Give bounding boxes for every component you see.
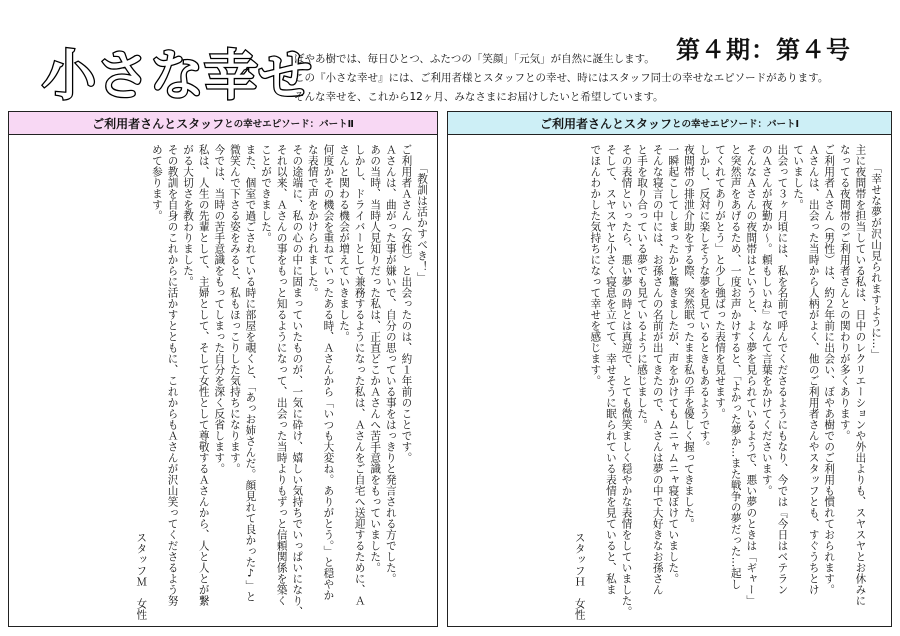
episode-line: また、個室で過ごされている時に部屋を覗くと、「あっお姉さんだ。顔見れて良かった♪」と [244,144,257,603]
episode-line: さんと関わる機会が増えていきました。 [338,144,351,342]
episode-line: 一瞬起こしてしまったかと驚きましたが、声をかけてもムニャムニャ寝ぼけていました。 [667,144,680,584]
episode-line: と突然声をあげるため、一度お声かけすると、「よかった夢か…また戦争の夢だった…起し [729,144,742,590]
episode-line: Ａさんは、曲がった事が嫌いで、自分の思っている事をはっきりと発言される方でした。 [384,144,397,584]
intro-text [294,50,894,107]
episode-line: そんな寝言の中には、お孫さんの名前が出てきたので、Ａさんは夢の中で大好きなお孫さん [651,144,664,595]
episode-line: ご利用者Ａさん（女性）と出会ったのは、約１年前のことです。 [400,144,413,463]
episode-line: と手を取り合っている夢でも見ているように感じました。 [636,144,649,430]
episode-line: しかし、ドライバーとして兼務するようになった私は、Ａさんをご自宅へ送迎するために、Ａ [353,144,366,606]
episode-line: 微笑んで下さる姿をみると、私もほっこりした気持ちになります。 [228,144,241,474]
intro-line: そんな幸せを、これから12ヶ月、みなさまにお届けしたいと希望しています。 [294,91,664,103]
episode-line: Ａさんは、出会った当時から人柄がよく、他のご利用者さんやスタッフとも、すぐうちとけ [807,144,820,595]
episode-line: そんなＡさんの夜間帯はというと、よく夢を見られているようで、悪い夢のときは「ギャー」 [745,144,758,606]
logo-title-graphic [40,40,312,107]
episode-line: 夜間帯の排泄介助をする際、突然眠ったまま私の手を優しく握ってきました。 [682,144,695,529]
issue-number: 第４期：第４号 [676,36,851,64]
episode-line: 私は、人生の先輩として、主婦として、そして女性として尊敬するＡさんから、人と人とが繋 [197,144,210,606]
episode-panel-part1 [447,111,892,627]
episode-line: のＡさんが夜勤か～。頼もしいね』なんて言葉をかけてくださいます。 [760,144,773,496]
episode-panel-part2 [8,111,438,627]
episode-line: がる大切さを教わりました。 [182,144,195,287]
episode-line: しかし、反対に楽しそうな夢を見ているときもあるようです。 [698,144,711,452]
episode-line: な表情で声をかけられました。 [306,144,319,298]
episode-body [17,144,429,620]
episode-line: でほんわかした気持ちになって幸せを感じます。 [589,144,602,386]
logo-title-text: 小さな幸せ [42,44,312,107]
heading-main: ご利用者さんとスタッフ [92,116,225,131]
episode-line: そして、スヤスヤと小さく寝息を立てて、幸せそうに眠られている表情を見ていると、私ま [604,144,617,595]
episode-line: めて参ります。 [150,144,163,221]
episode-line: 何度かその機会を重ねていったある時、Ａさんから「いつも大変ね。ありがとう。」と穏やか [322,144,335,601]
newsletter-logo [40,40,312,107]
episode-line: ていました。 [792,144,805,210]
heading-sub: との幸せエピソード：パートⅡ [224,119,354,130]
episode-line: あの当時、当時人見知りだった私は、正直どこかＡさんへ苦手意識をもっていました。 [369,144,382,573]
episode-line: なってる夜間帯のご利用者さんとの関わりが多くあります。 [838,144,851,441]
episode-line: 今では、当時の苦手意識をもってしまった自分を深く反省します。 [213,144,226,474]
staff-signature: スタッフＭ 女性 [135,532,148,620]
episode-line: それ以来、Ａさんの事をもっと知るようになって、出会った当時よりもずっと信頼関係を築く [275,144,288,606]
episode-line: 出会って３ヶ月頃には、私を名前で呼んでくださるようにもなり、今では『今日はベテラン [776,144,789,595]
panel-heading [9,112,437,135]
heading-main: ご利用者さんとスタッフ [539,116,672,131]
episode-line: その教訓を自身のこれからに活かすとともに、これからもＡさんが沢山笑ってくださるよう努 [166,144,179,606]
episode-line: その表情といったら、悪い夢の時とは真逆で、とても微笑ましく穏やかな表情をしていました。 [620,144,633,617]
episode-line: ご利用者Ａさん（男性）は、約２年前に出会い、ぼやあ樹でのご利用も慣れておられます。 [823,144,836,595]
episode-line: 主に夜間帯を担当している私は、日中のレクリエーションや外出よりも、スヤスヤとお休みに [854,144,867,606]
episode-line: その途端に、私の心の中に固まっていたものが、一気に砕け、嬉しい気持ちでいっぱいになり、 [291,144,304,617]
panel-heading [448,112,891,135]
heading-sub: との幸せエピソード：パートⅠ [671,119,800,130]
episode-title: 「教訓は活かすべき！」 [416,162,428,283]
episode-title: 「幸せな夢が沢山見られますように…」 [870,162,882,360]
intro-line: ぼやあ樹では、毎日ひとつ、ふたつの「笑顔」「元気」が自然に誕生します。 [294,53,655,65]
episode-line: てくれてありがとう」と少し強ばった表情を見せます。 [714,144,727,419]
intro-line: この『小さな幸せ』には、ご利用者様とスタッフとの幸せ、時にはスタッフ同士の幸せなエピソードがあります。 [294,72,829,84]
episode-line: ことができました。 [260,144,273,243]
episode-body [456,144,883,620]
staff-signature: スタッフＨ 女性 [573,532,586,620]
